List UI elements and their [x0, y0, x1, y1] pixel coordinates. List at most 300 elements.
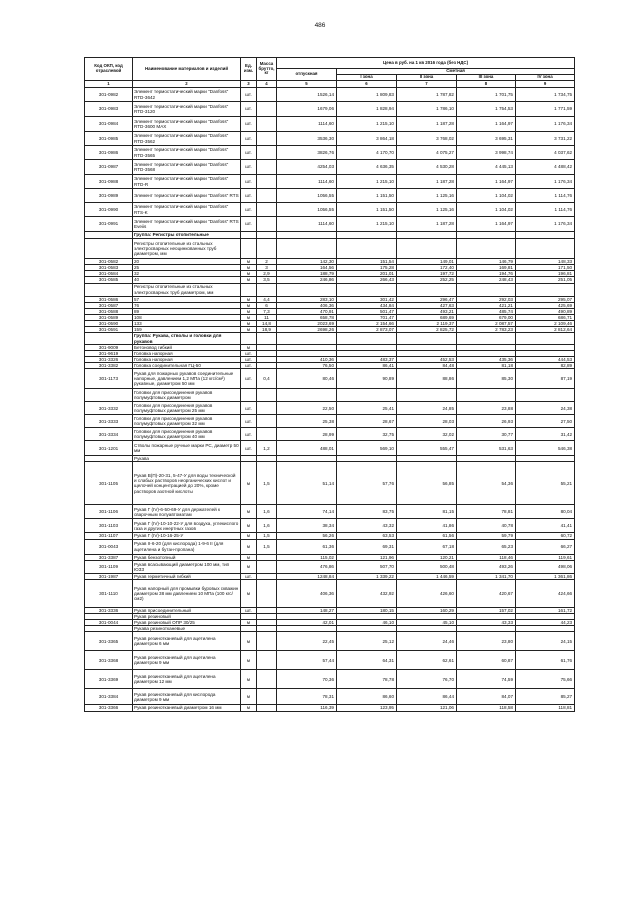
cell-zone-4-price: 1 176,34 — [516, 217, 575, 232]
table-row — [85, 441, 575, 456]
table-row — [85, 117, 575, 132]
cell-zone-2-price: 76,70 — [397, 670, 457, 689]
cell-code: 301-0591 — [85, 327, 133, 333]
cell-zone-3-price: 1 701,75 — [457, 88, 516, 102]
cell-name: Регистры отопительные из стальных электросварных неоцинкованных труб диаметром, мм — [133, 239, 241, 259]
cell-release-price: 22,45 — [277, 632, 337, 651]
cell-name: Рукав резинотканевый диаметром 16 мм — [133, 705, 241, 711]
cell-code: 301-0983 — [85, 102, 133, 117]
cell-code: 301-3382 — [85, 363, 133, 369]
column-number: 4 — [257, 81, 277, 88]
cell-zone-1-price: 1 215,10 — [337, 117, 397, 132]
cell-zone-1-price: 86,60 — [337, 689, 397, 705]
cell-zone-1-price: 25,41 — [337, 402, 397, 415]
cell-zone-1-price — [337, 283, 397, 296]
column-number: 6 — [337, 81, 397, 88]
cell-zone-3-price: 157,02 — [457, 607, 516, 613]
cell-zone-3-price: 679,00 — [457, 314, 516, 320]
cell-zone-3-price: 146,79 — [457, 259, 516, 265]
cell-zone-1-price: 701,47 — [337, 314, 397, 320]
cell-zone-4-price: 498,06 — [516, 560, 575, 573]
cell-mass: 11 — [257, 314, 277, 320]
cell-unit: м — [241, 705, 257, 711]
cell-name: Головки для присоединения рукавов полумуфтовых диаметром 25 мм — [133, 402, 241, 415]
cell-name: Головки для присоединения рукавов полумуфтовых диаметром 40 мм — [133, 428, 241, 441]
cell-zone-3-price: 3 695,31 — [457, 132, 516, 146]
cell-zone-2-price: 149,01 — [397, 259, 457, 265]
cell-release-price: 1114,60 — [277, 175, 337, 189]
table-row — [85, 239, 575, 259]
cell-name: 108 — [133, 314, 241, 320]
cell-code: 301-0588 — [85, 308, 133, 314]
cell-zone-4-price: 444,53 — [516, 356, 575, 362]
cell-mass — [257, 670, 277, 689]
cell-zone-2-price: 84,48 — [397, 363, 457, 369]
cell-zone-2-price — [397, 389, 457, 402]
table-row — [85, 160, 575, 175]
cell-zone-2-price: 427,63 — [397, 302, 457, 308]
table-row — [85, 462, 575, 505]
cell-zone-4-price: 251,05 — [516, 277, 575, 283]
cell-zone-3-price: 421,21 — [457, 302, 516, 308]
cell-zone-1-price: 69,31 — [337, 539, 397, 554]
cell-zone-4-price: 27,50 — [516, 415, 575, 428]
cell-unit: шт. — [241, 189, 257, 203]
cell-zone-1-price: 1 151,50 — [337, 203, 397, 217]
table-row — [85, 620, 575, 626]
cell-zone-1-price: 434,84 — [337, 302, 397, 308]
table-row — [85, 533, 575, 539]
table-row — [85, 554, 575, 560]
cell-mass — [257, 283, 277, 296]
cell-release-price — [277, 389, 337, 402]
cell-mass: 2,9 — [257, 271, 277, 277]
cell-mass — [257, 333, 277, 344]
cell-zone-2-price: 1 125,16 — [397, 203, 457, 217]
cell-zone-3-price: 85,30 — [457, 369, 516, 389]
cell-zone-3-price: 1 754,53 — [457, 102, 516, 117]
cell-zone-1-price: 151,54 — [337, 259, 397, 265]
cell-name: Головка напорная — [133, 356, 241, 362]
cell-code: 301-3366 — [85, 705, 133, 711]
cell-release-price: 2023,69 — [277, 321, 337, 327]
cell-zone-4-price: 1 734,75 — [516, 88, 575, 102]
cell-code: 301-1103 — [85, 519, 133, 533]
cell-zone-3-price: 59,79 — [457, 533, 516, 539]
cell-name: Рукав резинотканевый для кислорода диаметром 9 мм — [133, 689, 241, 705]
cell-mass — [257, 689, 277, 705]
cell-unit: м — [241, 271, 257, 277]
cell-zone-2-price: 1 446,59 — [397, 573, 457, 579]
cell-mass — [257, 203, 277, 217]
cell-release-price — [277, 232, 337, 239]
header-zone-3: III зона — [457, 75, 516, 81]
cell-zone-3-price: 1 164,97 — [457, 175, 516, 189]
cell-zone-3-price: 1 104,02 — [457, 203, 516, 217]
cell-name: Регистры отопительные из стальных электросварных труб диаметром, мм — [133, 283, 241, 296]
cell-zone-4-price: 66,27 — [516, 539, 575, 554]
cell-zone-4-price: 82,89 — [516, 363, 575, 369]
header-zone-4: IV зона — [516, 75, 575, 81]
cell-zone-2-price — [397, 333, 457, 344]
cell-name: Рукав резинотканевый для ацетилена диаметром 12 мм — [133, 670, 241, 689]
cell-unit: шт. — [241, 117, 257, 132]
cell-mass — [257, 146, 277, 160]
cell-unit: м — [241, 533, 257, 539]
cell-zone-1-price — [337, 239, 397, 259]
cell-zone-2-price: 24,85 — [397, 402, 457, 415]
cell-release-price: 116,39 — [277, 705, 337, 711]
cell-release-price: 4254,03 — [277, 160, 337, 175]
cell-zone-4-price: 425,69 — [516, 302, 575, 308]
header-mass: Масса брутто, кг — [257, 58, 277, 81]
header-name: Наименование материалов и изделий — [133, 58, 241, 81]
cell-zone-3-price: 1 341,70 — [457, 573, 516, 579]
cell-release-price: 78,31 — [277, 689, 337, 705]
cell-release-price: 658,78 — [277, 314, 337, 320]
cell-zone-3-price: 40,78 — [457, 519, 516, 533]
cell-zone-3-price: 30,77 — [457, 428, 516, 441]
cell-zone-3-price: 2 783,23 — [457, 327, 516, 333]
cell-zone-2-price: 61,56 — [397, 533, 457, 539]
page-number: 486 — [314, 22, 326, 29]
cell-zone-4-price: 686,71 — [516, 314, 575, 320]
cell-zone-2-price — [397, 232, 457, 239]
cell-mass — [257, 415, 277, 428]
cell-zone-1-price: 123,95 — [337, 705, 397, 711]
cell-unit: м — [241, 560, 257, 573]
cell-name: 76 — [133, 302, 241, 308]
cell-name: Рукав напорный для промывки буровых скважин диаметром 38 мм давлением 10 МПа (100 кгс/см2) — [133, 579, 241, 607]
cell-code: 301-3369 — [85, 670, 133, 689]
cell-release-price — [277, 283, 337, 296]
cell-zone-1-price: 1 339,22 — [337, 573, 397, 579]
cell-name: Элемент термостатический марки "Danfoss" RTD-3562 — [133, 132, 241, 146]
cell-name: Элемент термостатический марки "Danfoss" RTD-R — [133, 175, 241, 189]
cell-zone-1-price: 86,41 — [337, 363, 397, 369]
cell-zone-2-price: 28,03 — [397, 415, 457, 428]
cell-unit: шт. — [241, 607, 257, 613]
cell-zone-3-price — [457, 333, 516, 344]
cell-zone-4-price: 171,50 — [516, 265, 575, 271]
cell-zone-1-price: 2 873,07 — [337, 327, 397, 333]
cell-zone-3-price: 292,03 — [457, 296, 516, 302]
table-row — [85, 132, 575, 146]
cell-zone-2-price: 500,48 — [397, 560, 457, 573]
cell-zone-4-price: 2 812,64 — [516, 327, 575, 333]
cell-unit — [241, 239, 257, 259]
cell-code: 301-0587 — [85, 302, 133, 308]
cell-zone-2-price: 67,18 — [397, 539, 457, 554]
cell-unit: м — [241, 579, 257, 607]
cell-zone-1-price: 569,10 — [337, 441, 397, 456]
cell-code: 301-1107 — [85, 533, 133, 539]
cell-unit: м — [241, 670, 257, 689]
cell-zone-2-price: 86,44 — [397, 689, 457, 705]
cell-zone-1-price: 25,12 — [337, 632, 397, 651]
cell-unit: шт. — [241, 415, 257, 428]
cell-code: 301-0991 — [85, 217, 133, 232]
cell-zone-1-price — [337, 333, 397, 344]
cell-zone-1-price: 83,75 — [337, 505, 397, 519]
cell-zone-4-price: 3 731,22 — [516, 132, 575, 146]
cell-zone-1-price: 32,75 — [337, 428, 397, 441]
cell-mass — [257, 88, 277, 102]
cell-code: 301-0990 — [85, 203, 133, 217]
table-row — [85, 519, 575, 533]
cell-release-price: 1248,84 — [277, 573, 337, 579]
cell-code: 301-0982 — [85, 88, 133, 102]
cell-zone-1-price: 180,15 — [337, 607, 397, 613]
cell-mass: 1,5 — [257, 533, 277, 539]
cell-zone-2-price: 172,40 — [397, 265, 457, 271]
cell-zone-2-price: 120,21 — [397, 554, 457, 560]
cell-unit: шт. — [241, 132, 257, 146]
cell-name: Элемент термостатический марки "Danfoss" RTD-3565 — [133, 146, 241, 160]
cell-zone-2-price: 197,72 — [397, 271, 457, 277]
cell-name: Рукав II-6-20 (для кислорода) 1-9-6 II (для ацетилена и бутан-пропана) — [133, 539, 241, 554]
cell-name: 159 — [133, 327, 241, 333]
cell-zone-3-price: 81,18 — [457, 363, 516, 369]
cell-zone-1-price: 1 809,83 — [337, 88, 397, 102]
cell-unit: м — [241, 651, 257, 670]
cell-zone-3-price: 84,07 — [457, 689, 516, 705]
table-row — [85, 428, 575, 441]
cell-code: 301-9009 — [85, 344, 133, 350]
cell-name: Стволы пожарные ручные марки РС, диаметр 50 мм — [133, 441, 241, 456]
cell-code: 301-0984 — [85, 117, 133, 132]
cell-release-price: 80,46 — [277, 369, 337, 389]
cell-code: 301-0988 — [85, 175, 133, 189]
cell-code: 301-0987 — [85, 160, 133, 175]
cell-zone-2-price: 296,47 — [397, 296, 457, 302]
cell-name: 89 — [133, 308, 241, 314]
cell-zone-1-price: 266,43 — [337, 277, 397, 283]
cell-release-price: 3826,76 — [277, 146, 337, 160]
cell-name: Элемент термостатический марки "Danfoss" RTD-3568 — [133, 160, 241, 175]
cell-unit: шт. — [241, 363, 257, 369]
cell-zone-4-price: 424,66 — [516, 579, 575, 607]
cell-zone-3-price: 2 087,57 — [457, 321, 516, 327]
cell-release-price: 1114,60 — [277, 217, 337, 232]
cell-unit: шт. — [241, 350, 257, 356]
table-row — [85, 651, 575, 670]
cell-mass — [257, 189, 277, 203]
table-row — [85, 539, 575, 554]
cell-mass — [257, 175, 277, 189]
cell-name: Рукав Г (IV)-10-16-25-У — [133, 533, 241, 539]
cell-unit: м — [241, 296, 257, 302]
cell-unit: м — [241, 344, 257, 350]
cell-release-price: 70,36 — [277, 670, 337, 689]
cell-unit: м — [241, 632, 257, 651]
table-row — [85, 88, 575, 102]
cell-zone-2-price: 88,86 — [397, 369, 457, 389]
cell-mass — [257, 705, 277, 711]
cell-name: 25 — [133, 265, 241, 271]
cell-zone-3-price: 65,23 — [457, 539, 516, 554]
cell-unit: м — [241, 554, 257, 560]
cell-zone-2-price: 3 768,02 — [397, 132, 457, 146]
cell-zone-4-price: 118,81 — [516, 705, 575, 711]
cell-zone-3-price: 74,59 — [457, 670, 516, 689]
cell-mass — [257, 560, 277, 573]
cell-code: 301-0044 — [85, 620, 133, 626]
cell-code: 301-0584 — [85, 271, 133, 277]
cell-zone-4-price — [516, 239, 575, 259]
cell-zone-3-price: 169,81 — [457, 265, 516, 271]
cell-release-price: 246,86 — [277, 277, 337, 283]
cell-code — [85, 333, 133, 344]
cell-mass — [257, 117, 277, 132]
cell-zone-3-price: 118,46 — [457, 554, 516, 560]
cell-release-price: 148,27 — [277, 607, 337, 613]
cell-zone-3-price: 26,93 — [457, 415, 516, 428]
cell-code: 301-0585 — [85, 277, 133, 283]
cell-zone-2-price: 56,85 — [397, 462, 457, 505]
cell-release-price: 1114,60 — [277, 117, 337, 132]
cell-unit: шт. — [241, 160, 257, 175]
cell-code: 301-3326 — [85, 356, 133, 362]
cell-name: Рукава резинотканевые — [133, 626, 241, 632]
cell-name: Рукав резиновый — [133, 613, 241, 619]
cell-mass — [257, 232, 277, 239]
cell-unit: шт. — [241, 146, 257, 160]
cell-zone-2-price: 1 187,28 — [397, 175, 457, 189]
header-release-price: отпускная — [277, 69, 337, 81]
cell-code — [85, 232, 133, 239]
cell-zone-1-price: 43,32 — [337, 519, 397, 533]
cell-code: 301-9619 — [85, 350, 133, 356]
column-number: 9 — [516, 81, 575, 88]
cell-code: 301-1109 — [85, 560, 133, 573]
cell-zone-1-price: 57,76 — [337, 462, 397, 505]
cell-name: Элемент термостатический марки "Danfoss" RTS Eveiis — [133, 217, 241, 232]
cell-zone-4-price: 161,72 — [516, 607, 575, 613]
cell-code: 301-3384 — [85, 689, 133, 705]
header-code: Код ОКП, код отраслевой — [85, 58, 133, 81]
cell-zone-2-price: 4 530,28 — [397, 160, 457, 175]
cell-release-price: 164,56 — [277, 265, 337, 271]
cell-code: 301-1106 — [85, 505, 133, 519]
cell-code: 301-0583 — [85, 265, 133, 271]
cell-release-price: 22,50 — [277, 402, 337, 415]
cell-zone-1-price: 4 170,70 — [337, 146, 397, 160]
cell-zone-4-price: 4 037,62 — [516, 146, 575, 160]
table-row — [85, 102, 575, 117]
cell-code: 301-0043 — [85, 539, 133, 554]
cell-zone-4-price: 1 176,34 — [516, 117, 575, 132]
cell-zone-1-price: 121,96 — [337, 554, 397, 560]
cell-name: 20 — [133, 259, 241, 265]
cell-name: Рукав для пожарных рукавов соединительные напорные, давлением 1,2 МПа (12 кгс/см²) рукавные, диаметром 50 мм — [133, 369, 241, 389]
cell-zone-1-price: 63,53 — [337, 533, 397, 539]
cell-name: Группа: Регистры отопительные — [133, 232, 241, 239]
cell-name: Элемент термостатический марки "Danfoss" RTS-K — [133, 203, 241, 217]
cell-zone-3-price: 43,33 — [457, 620, 516, 626]
cell-zone-2-price: 81,15 — [397, 505, 457, 519]
cell-mass: 1,5 — [257, 462, 277, 505]
cell-release-price: 476,86 — [277, 560, 337, 573]
cell-name: Рукав присоединительный — [133, 607, 241, 613]
cell-zone-4-price: 87,19 — [516, 369, 575, 389]
cell-release-price: 38,34 — [277, 519, 337, 533]
cell-zone-4-price: 44,23 — [516, 620, 575, 626]
cell-code: 301-0985 — [85, 132, 133, 146]
cell-code: 301-1987 — [85, 573, 133, 579]
cell-zone-4-price — [516, 283, 575, 296]
cell-unit: м — [241, 302, 257, 308]
cell-zone-2-price: 41,86 — [397, 519, 457, 533]
cell-zone-2-price: 452,53 — [397, 356, 457, 362]
cell-mass — [257, 402, 277, 415]
cell-zone-1-price: 1 215,10 — [337, 217, 397, 232]
cell-mass: 0,4 — [257, 369, 277, 389]
cell-zone-4-price: 4 488,42 — [516, 160, 575, 175]
cell-zone-1-price: 432,92 — [337, 579, 397, 607]
cell-unit: м — [241, 265, 257, 271]
group-row — [85, 232, 575, 239]
cell-release-price: 56,26 — [277, 533, 337, 539]
cell-zone-2-price: 689,69 — [397, 314, 457, 320]
cell-unit: м — [241, 539, 257, 554]
cell-zone-2-price: 160,29 — [397, 607, 457, 613]
cell-name: Рукава — [133, 456, 241, 462]
cell-mass: 4,4 — [257, 296, 277, 302]
cell-mass: 7,3 — [257, 308, 277, 314]
cell-release-price: 57,44 — [277, 651, 337, 670]
cell-zone-3-price — [457, 232, 516, 239]
cell-zone-1-price: 46,10 — [337, 620, 397, 626]
cell-mass — [257, 132, 277, 146]
cell-release-price: 188,79 — [277, 271, 337, 277]
cell-zone-2-price: 32,02 — [397, 428, 457, 441]
cell-release-price: 1056,55 — [277, 203, 337, 217]
cell-zone-3-price: 118,58 — [457, 705, 516, 711]
cell-release-price: 406,36 — [277, 579, 337, 607]
cell-zone-2-price: 2 825,72 — [397, 327, 457, 333]
cell-zone-1-price: 78,78 — [337, 670, 397, 689]
cell-unit: шт. — [241, 573, 257, 579]
cell-zone-4-price: 196,81 — [516, 271, 575, 277]
cell-code: 301-3365 — [85, 632, 133, 651]
cell-name: Рукав герметичный гибкий — [133, 573, 241, 579]
cell-mass — [257, 389, 277, 402]
cell-release-price: 283,10 — [277, 296, 337, 302]
table-row — [85, 217, 575, 232]
cell-zone-1-price: 201,01 — [337, 271, 397, 277]
group-row — [85, 333, 575, 344]
cell-zone-4-price: 1 771,59 — [516, 102, 575, 117]
cell-mass: 1,2 — [257, 441, 277, 456]
cell-zone-1-price: 3 864,18 — [337, 132, 397, 146]
column-number-row — [85, 81, 575, 88]
column-number: 1 — [85, 81, 133, 88]
cell-name: Головки для присоединения рукавов полумуфтовых диаметром 32 мм — [133, 415, 241, 428]
cell-zone-3-price — [457, 389, 516, 402]
cell-name: Элемент термостатический марки "Danfoss" RTS — [133, 189, 241, 203]
column-number: 2 — [133, 81, 241, 88]
cell-release-price: 28,99 — [277, 428, 337, 441]
cell-mass: 6 — [257, 302, 277, 308]
cell-zone-4-price: 490,89 — [516, 308, 575, 314]
cell-code: 301-3336 — [85, 607, 133, 613]
table-row — [85, 607, 575, 613]
cell-code: 301-1110 — [85, 579, 133, 607]
cell-unit: шт. — [241, 402, 257, 415]
cell-unit: м — [241, 277, 257, 283]
cell-code: 301-3332 — [85, 402, 133, 415]
